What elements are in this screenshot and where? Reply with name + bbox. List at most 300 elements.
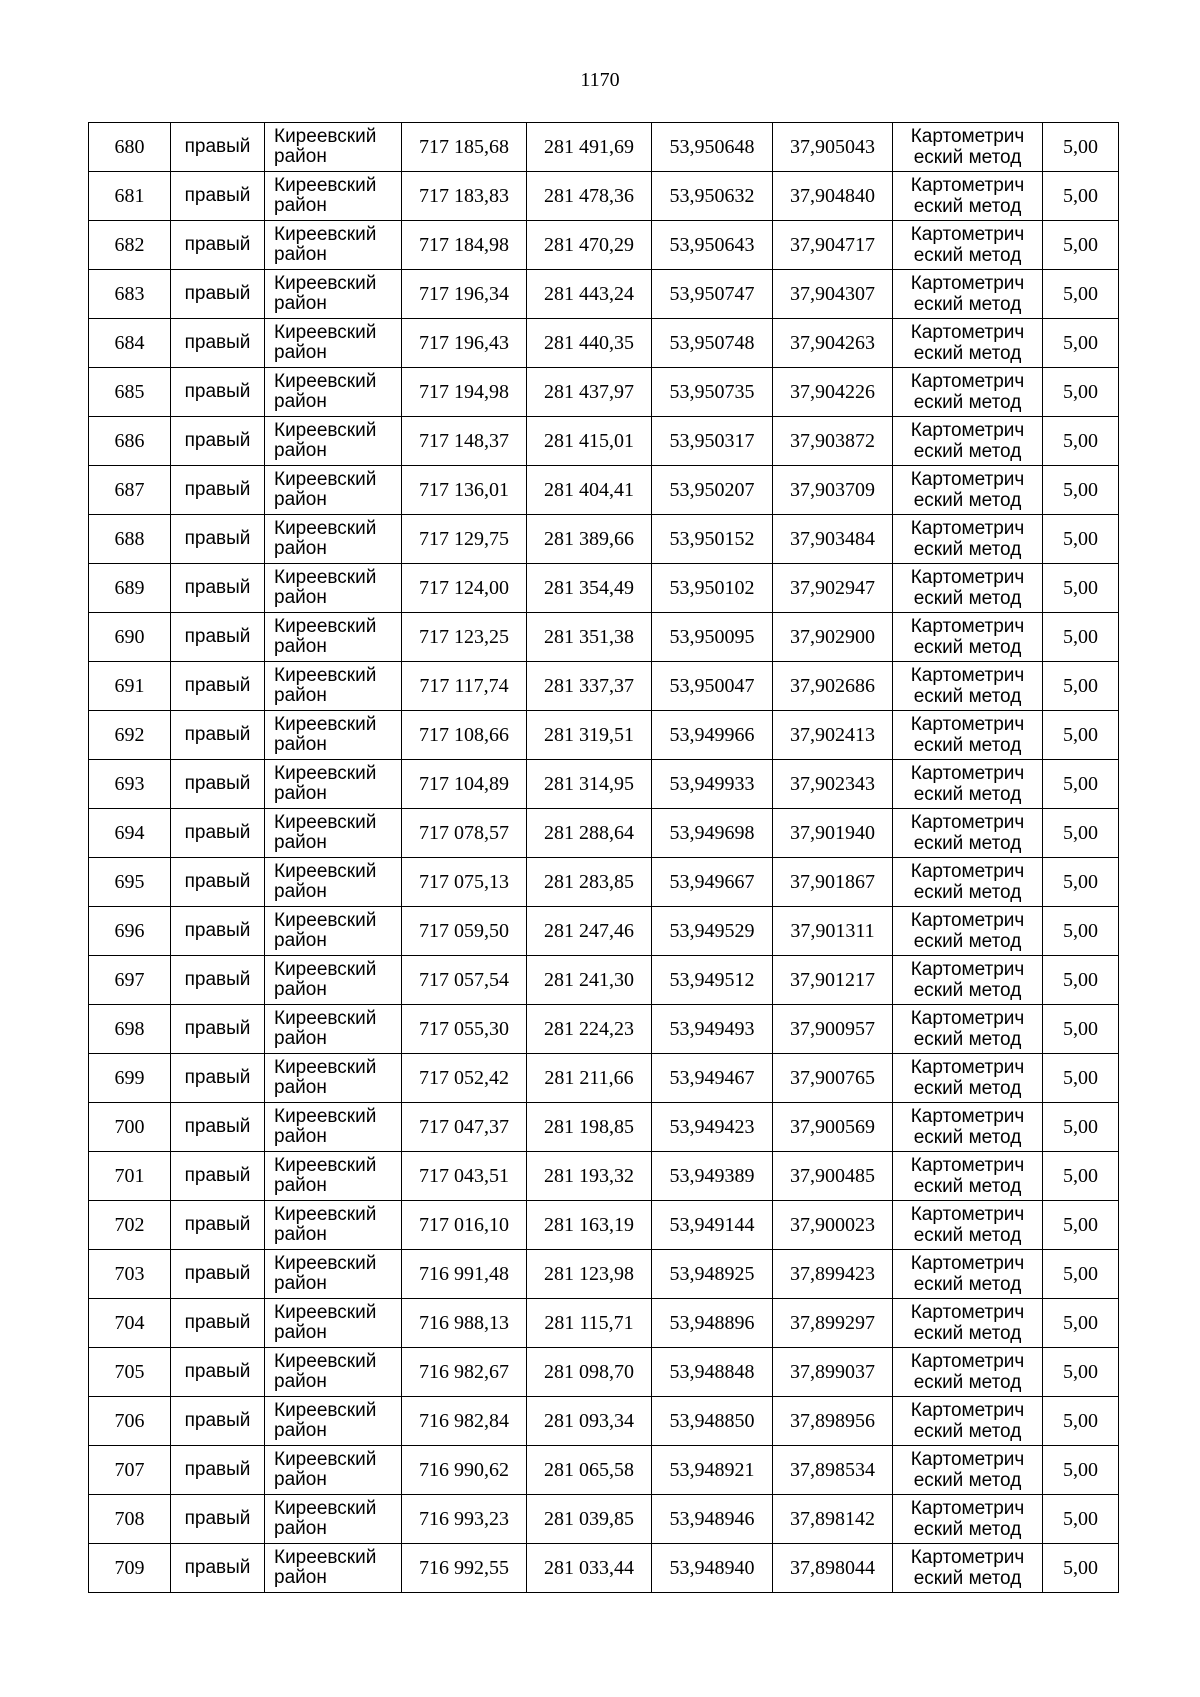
method-cell-line: Картометрич — [910, 812, 1025, 833]
district-cell-line: Киреевский — [274, 1302, 377, 1323]
coord-x-cell: 716 988,13 — [402, 1299, 527, 1348]
district-cell — [265, 515, 402, 564]
district-cell-line: Киреевский — [274, 861, 377, 882]
point-number-cell: 697 — [89, 956, 171, 1005]
district-cell-line: Киреевский — [274, 812, 377, 833]
table-row — [89, 1544, 1119, 1593]
latitude-cell: 53,950748 — [652, 319, 773, 368]
district-cell — [265, 1348, 402, 1397]
latitude-cell: 53,948925 — [652, 1250, 773, 1299]
coord-x-cell: 717 057,54 — [402, 956, 527, 1005]
method-cell-line: еский метод — [913, 980, 1022, 1001]
point-number-cell: 688 — [89, 515, 171, 564]
bank-side-cell: правый — [171, 711, 265, 760]
point-number-cell: 704 — [89, 1299, 171, 1348]
table-row — [89, 1446, 1119, 1495]
latitude-cell: 53,950317 — [652, 417, 773, 466]
table-row — [89, 172, 1119, 221]
table-row — [89, 613, 1119, 662]
district-cell-line: Киреевский — [274, 1204, 377, 1225]
error-cell: 5,00 — [1043, 711, 1119, 760]
coord-x-cell: 717 196,43 — [402, 319, 527, 368]
method-cell-line: еский метод — [913, 539, 1022, 560]
error-cell: 5,00 — [1043, 1397, 1119, 1446]
latitude-cell: 53,949966 — [652, 711, 773, 760]
district-cell-line: район — [274, 1077, 327, 1098]
latitude-cell: 53,948946 — [652, 1495, 773, 1544]
method-cell — [893, 662, 1043, 711]
method-cell-line: Картометрич — [910, 1400, 1025, 1421]
coord-y-cell: 281 163,19 — [527, 1201, 652, 1250]
longitude-cell: 37,900569 — [773, 1103, 893, 1152]
coord-y-cell: 281 098,70 — [527, 1348, 652, 1397]
bank-side-cell: правый — [171, 613, 265, 662]
method-cell-line: еский метод — [913, 1127, 1022, 1148]
error-cell: 5,00 — [1043, 1299, 1119, 1348]
coord-x-cell: 717 108,66 — [402, 711, 527, 760]
method-cell-line: Картометрич — [910, 469, 1025, 490]
coord-x-cell: 716 982,67 — [402, 1348, 527, 1397]
table-row — [89, 515, 1119, 564]
district-cell — [265, 1397, 402, 1446]
longitude-cell: 37,901217 — [773, 956, 893, 1005]
coord-x-cell: 717 183,83 — [402, 172, 527, 221]
longitude-cell: 37,900765 — [773, 1054, 893, 1103]
method-cell-line: еский метод — [913, 637, 1022, 658]
latitude-cell: 53,949512 — [652, 956, 773, 1005]
latitude-cell: 53,949467 — [652, 1054, 773, 1103]
table-row — [89, 760, 1119, 809]
points-table — [88, 122, 1119, 1593]
longitude-cell: 37,901311 — [773, 907, 893, 956]
point-number-cell: 690 — [89, 613, 171, 662]
bank-side-cell: правый — [171, 1054, 265, 1103]
district-cell-line: район — [274, 1469, 327, 1490]
method-cell-line: Картометрич — [910, 518, 1025, 539]
method-cell — [893, 368, 1043, 417]
method-cell-line: еский метод — [913, 392, 1022, 413]
point-number-cell: 703 — [89, 1250, 171, 1299]
coord-x-cell: 717 196,34 — [402, 270, 527, 319]
district-cell-line: район — [274, 538, 327, 559]
district-cell — [265, 1544, 402, 1593]
longitude-cell: 37,902413 — [773, 711, 893, 760]
district-cell — [265, 1299, 402, 1348]
bank-side-cell: правый — [171, 760, 265, 809]
district-cell — [265, 760, 402, 809]
method-cell — [893, 172, 1043, 221]
method-cell-line: Картометрич — [910, 665, 1025, 686]
district-cell-line: район — [274, 1028, 327, 1049]
method-cell-line: еский метод — [913, 1372, 1022, 1393]
method-cell-line: еский метод — [913, 294, 1022, 315]
method-cell-line: Картометрич — [910, 1351, 1025, 1372]
method-cell — [893, 1152, 1043, 1201]
latitude-cell: 53,950047 — [652, 662, 773, 711]
method-cell-line: еский метод — [913, 441, 1022, 462]
district-cell-line: район — [274, 930, 327, 951]
method-cell — [893, 956, 1043, 1005]
method-cell — [893, 1348, 1043, 1397]
coord-y-cell: 281 193,32 — [527, 1152, 652, 1201]
point-number-cell: 707 — [89, 1446, 171, 1495]
district-cell-line: район — [274, 587, 327, 608]
bank-side-cell: правый — [171, 1005, 265, 1054]
method-cell-line: Картометрич — [910, 126, 1025, 147]
coord-y-cell: 281 491,69 — [527, 123, 652, 172]
error-cell: 5,00 — [1043, 1348, 1119, 1397]
district-cell-line: район — [274, 1420, 327, 1441]
latitude-cell: 53,949389 — [652, 1152, 773, 1201]
method-cell — [893, 1495, 1043, 1544]
coord-y-cell: 281 319,51 — [527, 711, 652, 760]
bank-side-cell: правый — [171, 564, 265, 613]
method-cell-line: еский метод — [913, 1421, 1022, 1442]
method-cell-line: еский метод — [913, 882, 1022, 903]
method-cell-line: еский метод — [913, 343, 1022, 364]
latitude-cell: 53,950102 — [652, 564, 773, 613]
longitude-cell: 37,902900 — [773, 613, 893, 662]
table-row — [89, 711, 1119, 760]
table-row — [89, 809, 1119, 858]
method-cell-line: еский метод — [913, 588, 1022, 609]
latitude-cell: 53,948850 — [652, 1397, 773, 1446]
table-row — [89, 123, 1119, 172]
district-cell — [265, 1152, 402, 1201]
coord-y-cell: 281 354,49 — [527, 564, 652, 613]
longitude-cell: 37,901940 — [773, 809, 893, 858]
table-row — [89, 907, 1119, 956]
district-cell — [265, 956, 402, 1005]
longitude-cell: 37,899297 — [773, 1299, 893, 1348]
bank-side-cell: правый — [171, 515, 265, 564]
bank-side-cell: правый — [171, 466, 265, 515]
longitude-cell: 37,902947 — [773, 564, 893, 613]
coord-x-cell: 717 043,51 — [402, 1152, 527, 1201]
district-cell-line: район — [274, 1273, 327, 1294]
method-cell-line: еский метод — [913, 196, 1022, 217]
method-cell-line: Картометрич — [910, 1106, 1025, 1127]
district-cell-line: район — [274, 636, 327, 657]
error-cell: 5,00 — [1043, 515, 1119, 564]
error-cell: 5,00 — [1043, 1103, 1119, 1152]
district-cell-line: район — [274, 391, 327, 412]
method-cell-line: еский метод — [913, 1519, 1022, 1540]
point-number-cell: 689 — [89, 564, 171, 613]
district-cell-line: Киреевский — [274, 567, 377, 588]
bank-side-cell: правый — [171, 123, 265, 172]
point-number-cell: 694 — [89, 809, 171, 858]
coord-x-cell: 717 148,37 — [402, 417, 527, 466]
table-row — [89, 1348, 1119, 1397]
error-cell: 5,00 — [1043, 1544, 1119, 1593]
latitude-cell: 53,948921 — [652, 1446, 773, 1495]
table-body — [89, 123, 1119, 1593]
method-cell-line: Картометрич — [910, 567, 1025, 588]
method-cell — [893, 123, 1043, 172]
point-number-cell: 685 — [89, 368, 171, 417]
method-cell — [893, 1005, 1043, 1054]
district-cell-line: Киреевский — [274, 224, 377, 245]
coord-y-cell: 281 478,36 — [527, 172, 652, 221]
table-row — [89, 662, 1119, 711]
district-cell-line: район — [274, 979, 327, 1000]
method-cell-line: Картометрич — [910, 1449, 1025, 1470]
coord-x-cell: 717 185,68 — [402, 123, 527, 172]
coord-y-cell: 281 211,66 — [527, 1054, 652, 1103]
longitude-cell: 37,900485 — [773, 1152, 893, 1201]
bank-side-cell: правый — [171, 1397, 265, 1446]
method-cell — [893, 564, 1043, 613]
district-cell-line: Киреевский — [274, 371, 377, 392]
point-number-cell: 708 — [89, 1495, 171, 1544]
coord-x-cell: 717 117,74 — [402, 662, 527, 711]
coord-y-cell: 281 198,85 — [527, 1103, 652, 1152]
bank-side-cell: правый — [171, 1348, 265, 1397]
method-cell-line: Картометрич — [910, 1253, 1025, 1274]
longitude-cell: 37,903709 — [773, 466, 893, 515]
method-cell — [893, 270, 1043, 319]
district-cell-line: район — [274, 1518, 327, 1539]
longitude-cell: 37,900023 — [773, 1201, 893, 1250]
point-number-cell: 706 — [89, 1397, 171, 1446]
coord-y-cell: 281 288,64 — [527, 809, 652, 858]
district-cell-line: район — [274, 489, 327, 510]
method-cell — [893, 319, 1043, 368]
district-cell-line: район — [274, 1567, 327, 1588]
point-number-cell: 682 — [89, 221, 171, 270]
table-row — [89, 1397, 1119, 1446]
district-cell-line: Киреевский — [274, 273, 377, 294]
method-cell-line: еский метод — [913, 245, 1022, 266]
method-cell-line: еский метод — [913, 1470, 1022, 1491]
table-row — [89, 417, 1119, 466]
coord-y-cell: 281 404,41 — [527, 466, 652, 515]
error-cell: 5,00 — [1043, 662, 1119, 711]
longitude-cell: 37,904717 — [773, 221, 893, 270]
latitude-cell: 53,950747 — [652, 270, 773, 319]
district-cell — [265, 662, 402, 711]
coord-y-cell: 281 337,37 — [527, 662, 652, 711]
longitude-cell: 37,899037 — [773, 1348, 893, 1397]
method-cell-line: еский метод — [913, 490, 1022, 511]
longitude-cell: 37,904840 — [773, 172, 893, 221]
table-row — [89, 1152, 1119, 1201]
point-number-cell: 705 — [89, 1348, 171, 1397]
district-cell — [265, 319, 402, 368]
bank-side-cell: правый — [171, 1446, 265, 1495]
method-cell-line: Картометрич — [910, 1547, 1025, 1568]
district-cell-line: район — [274, 734, 327, 755]
method-cell-line: Картометрич — [910, 714, 1025, 735]
district-cell-line: Киреевский — [274, 714, 377, 735]
bank-side-cell: правый — [171, 221, 265, 270]
method-cell-line: Картометрич — [910, 763, 1025, 784]
coord-x-cell: 717 047,37 — [402, 1103, 527, 1152]
coord-y-cell: 281 241,30 — [527, 956, 652, 1005]
error-cell: 5,00 — [1043, 956, 1119, 1005]
point-number-cell: 684 — [89, 319, 171, 368]
district-cell — [265, 368, 402, 417]
district-cell-line: Киреевский — [274, 1008, 377, 1029]
method-cell — [893, 417, 1043, 466]
method-cell-line: Картометрич — [910, 1498, 1025, 1519]
coord-y-cell: 281 039,85 — [527, 1495, 652, 1544]
bank-side-cell: правый — [171, 270, 265, 319]
method-cell — [893, 613, 1043, 662]
longitude-cell: 37,898142 — [773, 1495, 893, 1544]
coord-x-cell: 717 104,89 — [402, 760, 527, 809]
error-cell: 5,00 — [1043, 907, 1119, 956]
point-number-cell: 700 — [89, 1103, 171, 1152]
district-cell — [265, 417, 402, 466]
district-cell-line: район — [274, 783, 327, 804]
coord-x-cell: 717 059,50 — [402, 907, 527, 956]
bank-side-cell: правый — [171, 1299, 265, 1348]
district-cell — [265, 172, 402, 221]
coord-x-cell: 716 991,48 — [402, 1250, 527, 1299]
point-number-cell: 683 — [89, 270, 171, 319]
method-cell — [893, 515, 1043, 564]
method-cell-line: еский метод — [913, 686, 1022, 707]
latitude-cell: 53,948896 — [652, 1299, 773, 1348]
district-cell-line: Киреевский — [274, 1155, 377, 1176]
latitude-cell: 53,949698 — [652, 809, 773, 858]
district-cell-line: район — [274, 1322, 327, 1343]
method-cell — [893, 466, 1043, 515]
district-cell-line: район — [274, 293, 327, 314]
district-cell-line: Киреевский — [274, 469, 377, 490]
method-cell — [893, 1250, 1043, 1299]
latitude-cell: 53,949493 — [652, 1005, 773, 1054]
district-cell-line: Киреевский — [274, 763, 377, 784]
district-cell-line: Киреевский — [274, 126, 377, 147]
table-row — [89, 1495, 1119, 1544]
table-row — [89, 221, 1119, 270]
coord-x-cell: 717 078,57 — [402, 809, 527, 858]
table-row — [89, 1103, 1119, 1152]
longitude-cell: 37,903872 — [773, 417, 893, 466]
method-cell-line: еский метод — [913, 1225, 1022, 1246]
latitude-cell: 53,950207 — [652, 466, 773, 515]
point-number-cell: 680 — [89, 123, 171, 172]
table-row — [89, 956, 1119, 1005]
method-cell — [893, 1054, 1043, 1103]
point-number-cell: 702 — [89, 1201, 171, 1250]
coord-x-cell: 717 123,25 — [402, 613, 527, 662]
district-cell — [265, 564, 402, 613]
error-cell: 5,00 — [1043, 123, 1119, 172]
coord-x-cell: 717 016,10 — [402, 1201, 527, 1250]
district-cell-line: район — [274, 832, 327, 853]
point-number-cell: 699 — [89, 1054, 171, 1103]
point-number-cell: 686 — [89, 417, 171, 466]
district-cell — [265, 907, 402, 956]
district-cell — [265, 123, 402, 172]
coord-x-cell: 717 124,00 — [402, 564, 527, 613]
district-cell — [265, 1005, 402, 1054]
coord-y-cell: 281 247,46 — [527, 907, 652, 956]
latitude-cell: 53,949667 — [652, 858, 773, 907]
table-row — [89, 319, 1119, 368]
district-cell-line: Киреевский — [274, 175, 377, 196]
point-number-cell: 692 — [89, 711, 171, 760]
district-cell-line: Киреевский — [274, 1449, 377, 1470]
latitude-cell: 53,950632 — [652, 172, 773, 221]
district-cell-line: район — [274, 1175, 327, 1196]
district-cell — [265, 1201, 402, 1250]
error-cell: 5,00 — [1043, 221, 1119, 270]
method-cell-line: еский метод — [913, 1568, 1022, 1589]
bank-side-cell: правый — [171, 1495, 265, 1544]
error-cell: 5,00 — [1043, 417, 1119, 466]
error-cell: 5,00 — [1043, 858, 1119, 907]
bank-side-cell: правый — [171, 907, 265, 956]
district-cell-line: район — [274, 146, 327, 167]
longitude-cell: 37,904263 — [773, 319, 893, 368]
method-cell-line: еский метод — [913, 833, 1022, 854]
table-row — [89, 1201, 1119, 1250]
district-cell — [265, 1103, 402, 1152]
longitude-cell: 37,901867 — [773, 858, 893, 907]
table-row — [89, 1250, 1119, 1299]
method-cell-line: Картометрич — [910, 322, 1025, 343]
longitude-cell: 37,898044 — [773, 1544, 893, 1593]
table-row — [89, 368, 1119, 417]
latitude-cell: 53,948940 — [652, 1544, 773, 1593]
method-cell — [893, 221, 1043, 270]
longitude-cell: 37,900957 — [773, 1005, 893, 1054]
method-cell-line: еский метод — [913, 1323, 1022, 1344]
point-number-cell: 701 — [89, 1152, 171, 1201]
coord-y-cell: 281 443,24 — [527, 270, 652, 319]
latitude-cell: 53,950643 — [652, 221, 773, 270]
district-cell-line: Киреевский — [274, 322, 377, 343]
coord-y-cell: 281 440,35 — [527, 319, 652, 368]
page-number: 1170 — [580, 69, 620, 91]
district-cell-line: Киреевский — [274, 518, 377, 539]
district-cell-line: район — [274, 685, 327, 706]
district-cell — [265, 270, 402, 319]
method-cell — [893, 760, 1043, 809]
method-cell-line: Картометрич — [910, 910, 1025, 931]
bank-side-cell: правый — [171, 956, 265, 1005]
method-cell-line: еский метод — [913, 784, 1022, 805]
method-cell-line: Картометрич — [910, 420, 1025, 441]
district-cell-line: Киреевский — [274, 1351, 377, 1372]
coord-y-cell: 281 470,29 — [527, 221, 652, 270]
bank-side-cell: правый — [171, 1544, 265, 1593]
error-cell: 5,00 — [1043, 1005, 1119, 1054]
latitude-cell: 53,950648 — [652, 123, 773, 172]
district-cell-line: район — [274, 1126, 327, 1147]
district-cell-line: Киреевский — [274, 910, 377, 931]
district-cell-line: район — [274, 195, 327, 216]
method-cell — [893, 1544, 1043, 1593]
error-cell: 5,00 — [1043, 319, 1119, 368]
error-cell: 5,00 — [1043, 1495, 1119, 1544]
longitude-cell: 37,902343 — [773, 760, 893, 809]
coord-y-cell: 281 115,71 — [527, 1299, 652, 1348]
method-cell-line: Картометрич — [910, 1057, 1025, 1078]
method-cell-line: еский метод — [913, 1078, 1022, 1099]
longitude-cell: 37,898956 — [773, 1397, 893, 1446]
table-row — [89, 270, 1119, 319]
error-cell: 5,00 — [1043, 1446, 1119, 1495]
table-row — [89, 466, 1119, 515]
coord-x-cell: 717 129,75 — [402, 515, 527, 564]
district-cell-line: район — [274, 1224, 327, 1245]
